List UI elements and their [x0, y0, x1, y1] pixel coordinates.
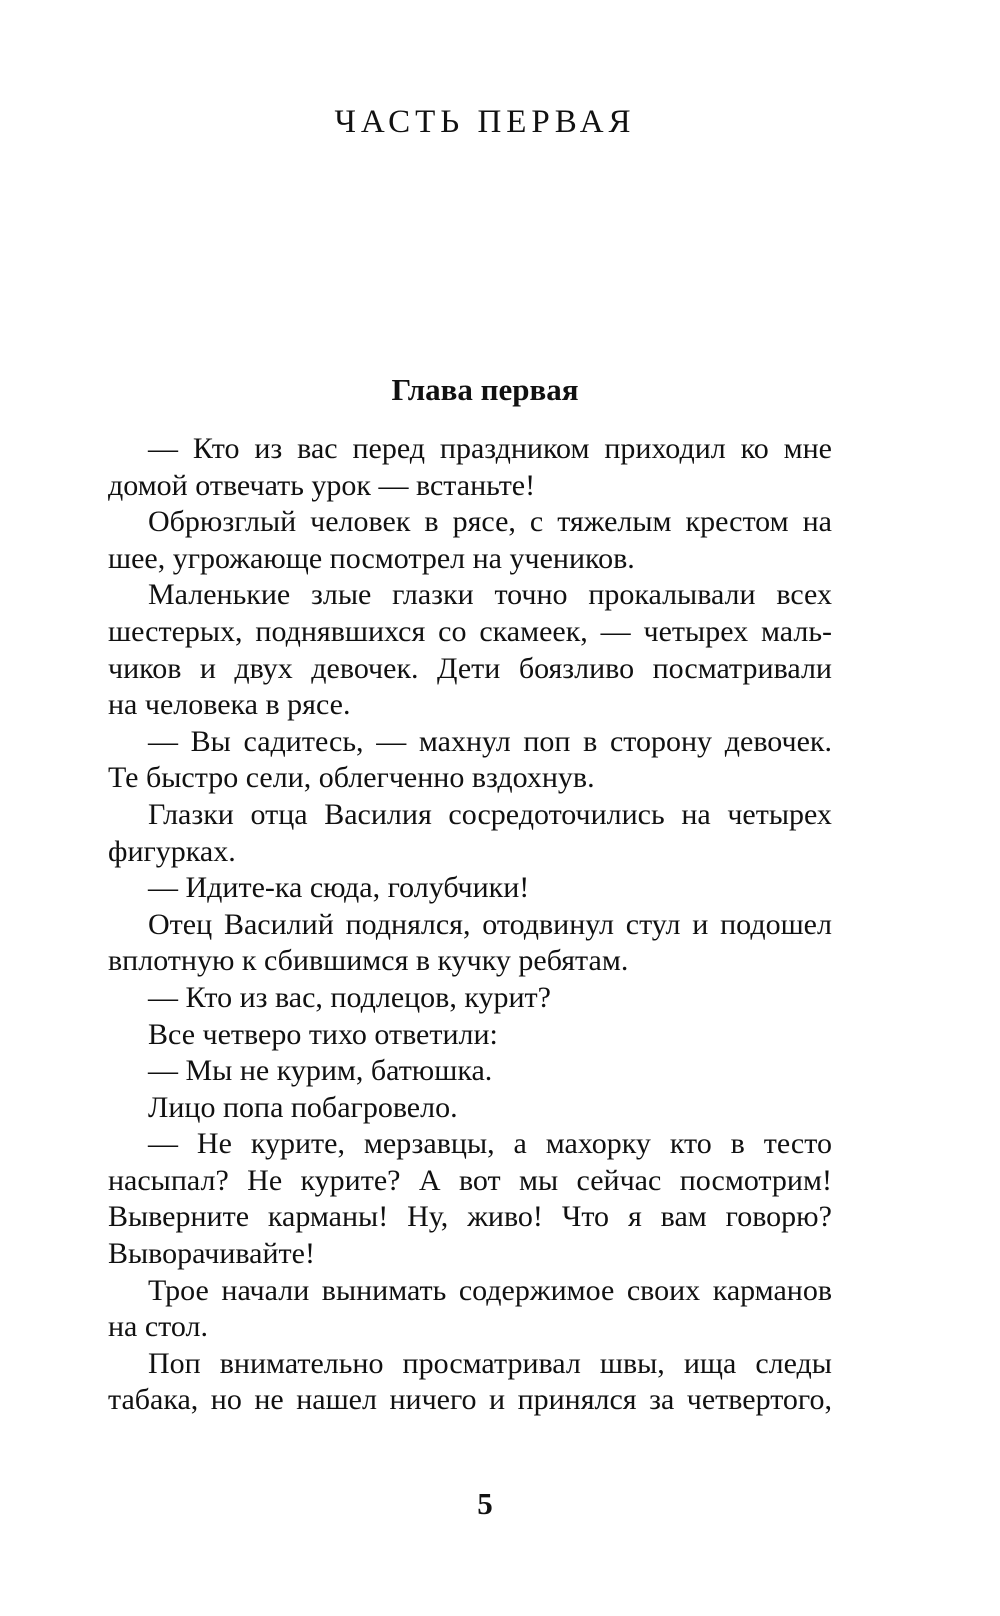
- word: сосредоточились: [448, 797, 665, 831]
- word: Не: [247, 1163, 283, 1197]
- word: Отец: [148, 907, 213, 941]
- word: глазки: [392, 578, 474, 612]
- word: нашел: [296, 1383, 377, 1417]
- word: махорку: [545, 1127, 651, 1161]
- word: —: [600, 614, 631, 648]
- word: карманы!: [267, 1200, 389, 1234]
- text-line: [108, 614, 832, 651]
- word: садитесь,: [243, 724, 364, 758]
- word: начали: [221, 1273, 310, 1307]
- word: курите,: [250, 1127, 345, 1161]
- word: швы,: [599, 1346, 665, 1380]
- word: сторону: [609, 724, 713, 758]
- word: мне: [783, 432, 832, 465]
- word: тяжелым: [557, 505, 672, 539]
- word: мерзавцы,: [363, 1127, 495, 1161]
- word: Трое: [148, 1273, 209, 1307]
- word: насыпал?: [108, 1163, 229, 1197]
- word: чиков: [108, 651, 182, 685]
- word: говорю?: [725, 1200, 832, 1234]
- text-line: [108, 797, 832, 834]
- word: сейчас: [576, 1163, 662, 1197]
- word: а: [513, 1127, 527, 1161]
- word: за: [649, 1383, 675, 1417]
- word: поднявшихся: [255, 614, 426, 648]
- word: девочек.: [311, 651, 419, 685]
- word: маль-: [760, 614, 832, 648]
- word: приходил: [604, 432, 726, 465]
- word: Дети: [437, 651, 501, 685]
- word: крестом: [685, 505, 789, 539]
- word: с: [529, 505, 544, 539]
- word: ничего: [389, 1383, 477, 1417]
- text-line: вплотную к сбившимся в кучку ребятам.: [108, 944, 629, 978]
- word: точно: [494, 578, 568, 612]
- text-line: [108, 724, 832, 761]
- word: стул: [625, 907, 681, 941]
- word: своих: [626, 1273, 701, 1307]
- word: кто: [669, 1127, 712, 1161]
- word: человек: [310, 505, 411, 539]
- word: четырех: [727, 797, 832, 831]
- text-line: [108, 1346, 832, 1383]
- word: вот: [458, 1163, 501, 1197]
- word: и: [692, 907, 709, 941]
- word: подошел: [720, 907, 832, 941]
- text-line: [108, 907, 832, 944]
- word: Маленькие: [148, 578, 291, 612]
- word: принялся: [517, 1383, 637, 1417]
- text-line: [108, 1163, 832, 1200]
- text-line: [108, 1126, 832, 1163]
- word: —: [376, 724, 407, 758]
- text-line: — Идите-ка сюда, голубчики!: [148, 871, 530, 905]
- word: живо!: [467, 1200, 543, 1234]
- word: и: [489, 1383, 506, 1417]
- word: Василий: [223, 907, 334, 941]
- word: содержимое: [458, 1273, 615, 1307]
- word: табака,: [108, 1383, 199, 1417]
- word: Выверните: [108, 1200, 250, 1234]
- text-line: фигурках.: [108, 834, 236, 868]
- word: поднялся,: [345, 907, 471, 941]
- word: махнул: [418, 724, 511, 758]
- word: ко: [740, 432, 769, 465]
- word: Что: [561, 1200, 610, 1234]
- word: —: [148, 724, 178, 758]
- word: карманов: [712, 1273, 832, 1307]
- word: Василия: [324, 797, 432, 831]
- word: —: [148, 432, 178, 465]
- word: в: [424, 505, 439, 539]
- word: праздником: [439, 432, 590, 465]
- word: Не: [196, 1127, 232, 1161]
- text-line: на стол.: [108, 1310, 208, 1344]
- word: в: [583, 724, 598, 758]
- word: шестерых,: [108, 614, 243, 648]
- text-line: [108, 504, 832, 541]
- text-line: — Кто из вас, подлецов, курит?: [148, 980, 551, 1014]
- text-line: [108, 1199, 832, 1236]
- text-line: — Мы не курим, батюшка.: [148, 1054, 493, 1088]
- word: ища: [683, 1346, 737, 1380]
- word: четвертого,: [686, 1383, 832, 1417]
- word: поп: [523, 724, 571, 758]
- text-line: [108, 1273, 832, 1310]
- word: Обрюзглый: [148, 505, 297, 539]
- word: следы: [755, 1346, 832, 1380]
- text-line: [108, 431, 832, 468]
- word: внимательно: [219, 1346, 384, 1380]
- word: не: [254, 1383, 284, 1417]
- word: А: [418, 1163, 441, 1197]
- word: мы: [519, 1163, 559, 1197]
- word: перед: [352, 432, 426, 465]
- page-number: 5: [477, 1486, 493, 1521]
- word: просматривал: [402, 1346, 581, 1380]
- word: посмотрим!: [679, 1163, 832, 1197]
- word: Ну,: [407, 1200, 449, 1234]
- word: Глазки: [148, 797, 234, 831]
- word: посматривали: [652, 651, 832, 685]
- word: вам: [660, 1200, 707, 1234]
- word: четырех: [643, 614, 749, 648]
- text-line: Все четверо тихо ответили:: [148, 1017, 498, 1051]
- word: боязливо: [518, 651, 635, 685]
- word: я: [627, 1200, 642, 1234]
- word: но: [210, 1383, 242, 1417]
- chapter-title: Глава первая: [391, 372, 579, 407]
- text-line: Выворачивайте!: [108, 1237, 315, 1271]
- word: злые: [311, 578, 372, 612]
- text-line: [108, 651, 832, 688]
- word: вас: [297, 432, 338, 465]
- part-title: ЧАСТЬ ПЕРВАЯ: [334, 104, 636, 140]
- body-text: [108, 431, 832, 1419]
- word: —: [148, 1127, 178, 1161]
- text-line: Лицо попа побагровело.: [148, 1090, 458, 1124]
- text-line: [108, 1382, 832, 1419]
- word: на: [802, 505, 832, 539]
- text-line: на человека в рясе.: [108, 688, 351, 722]
- word: Кто: [192, 432, 240, 465]
- word: прокалывали: [588, 578, 756, 612]
- word: рясе,: [452, 505, 516, 539]
- word: курите?: [300, 1163, 401, 1197]
- text-line: Те быстро сели, облегченно вздохнув.: [108, 761, 595, 795]
- word: из: [254, 432, 283, 465]
- word: отодвинул: [482, 907, 614, 941]
- text-line: шее, угрожающе посмотрел на учеников.: [108, 541, 635, 575]
- word: на: [681, 797, 711, 831]
- word: Вы: [190, 724, 231, 758]
- word: скамеек,: [479, 614, 588, 648]
- word: и: [199, 651, 216, 685]
- word: Поп: [148, 1346, 201, 1380]
- text-line: домой отвечать урок — встаньте!: [108, 468, 536, 502]
- word: в: [730, 1127, 745, 1161]
- word: тесто: [763, 1127, 832, 1161]
- word: двух: [234, 651, 293, 685]
- word: девочек.: [724, 724, 832, 758]
- word: отца: [250, 797, 308, 831]
- word: со: [438, 614, 467, 648]
- word: вынимать: [321, 1273, 447, 1307]
- text-line: [108, 577, 832, 614]
- word: всех: [776, 578, 832, 612]
